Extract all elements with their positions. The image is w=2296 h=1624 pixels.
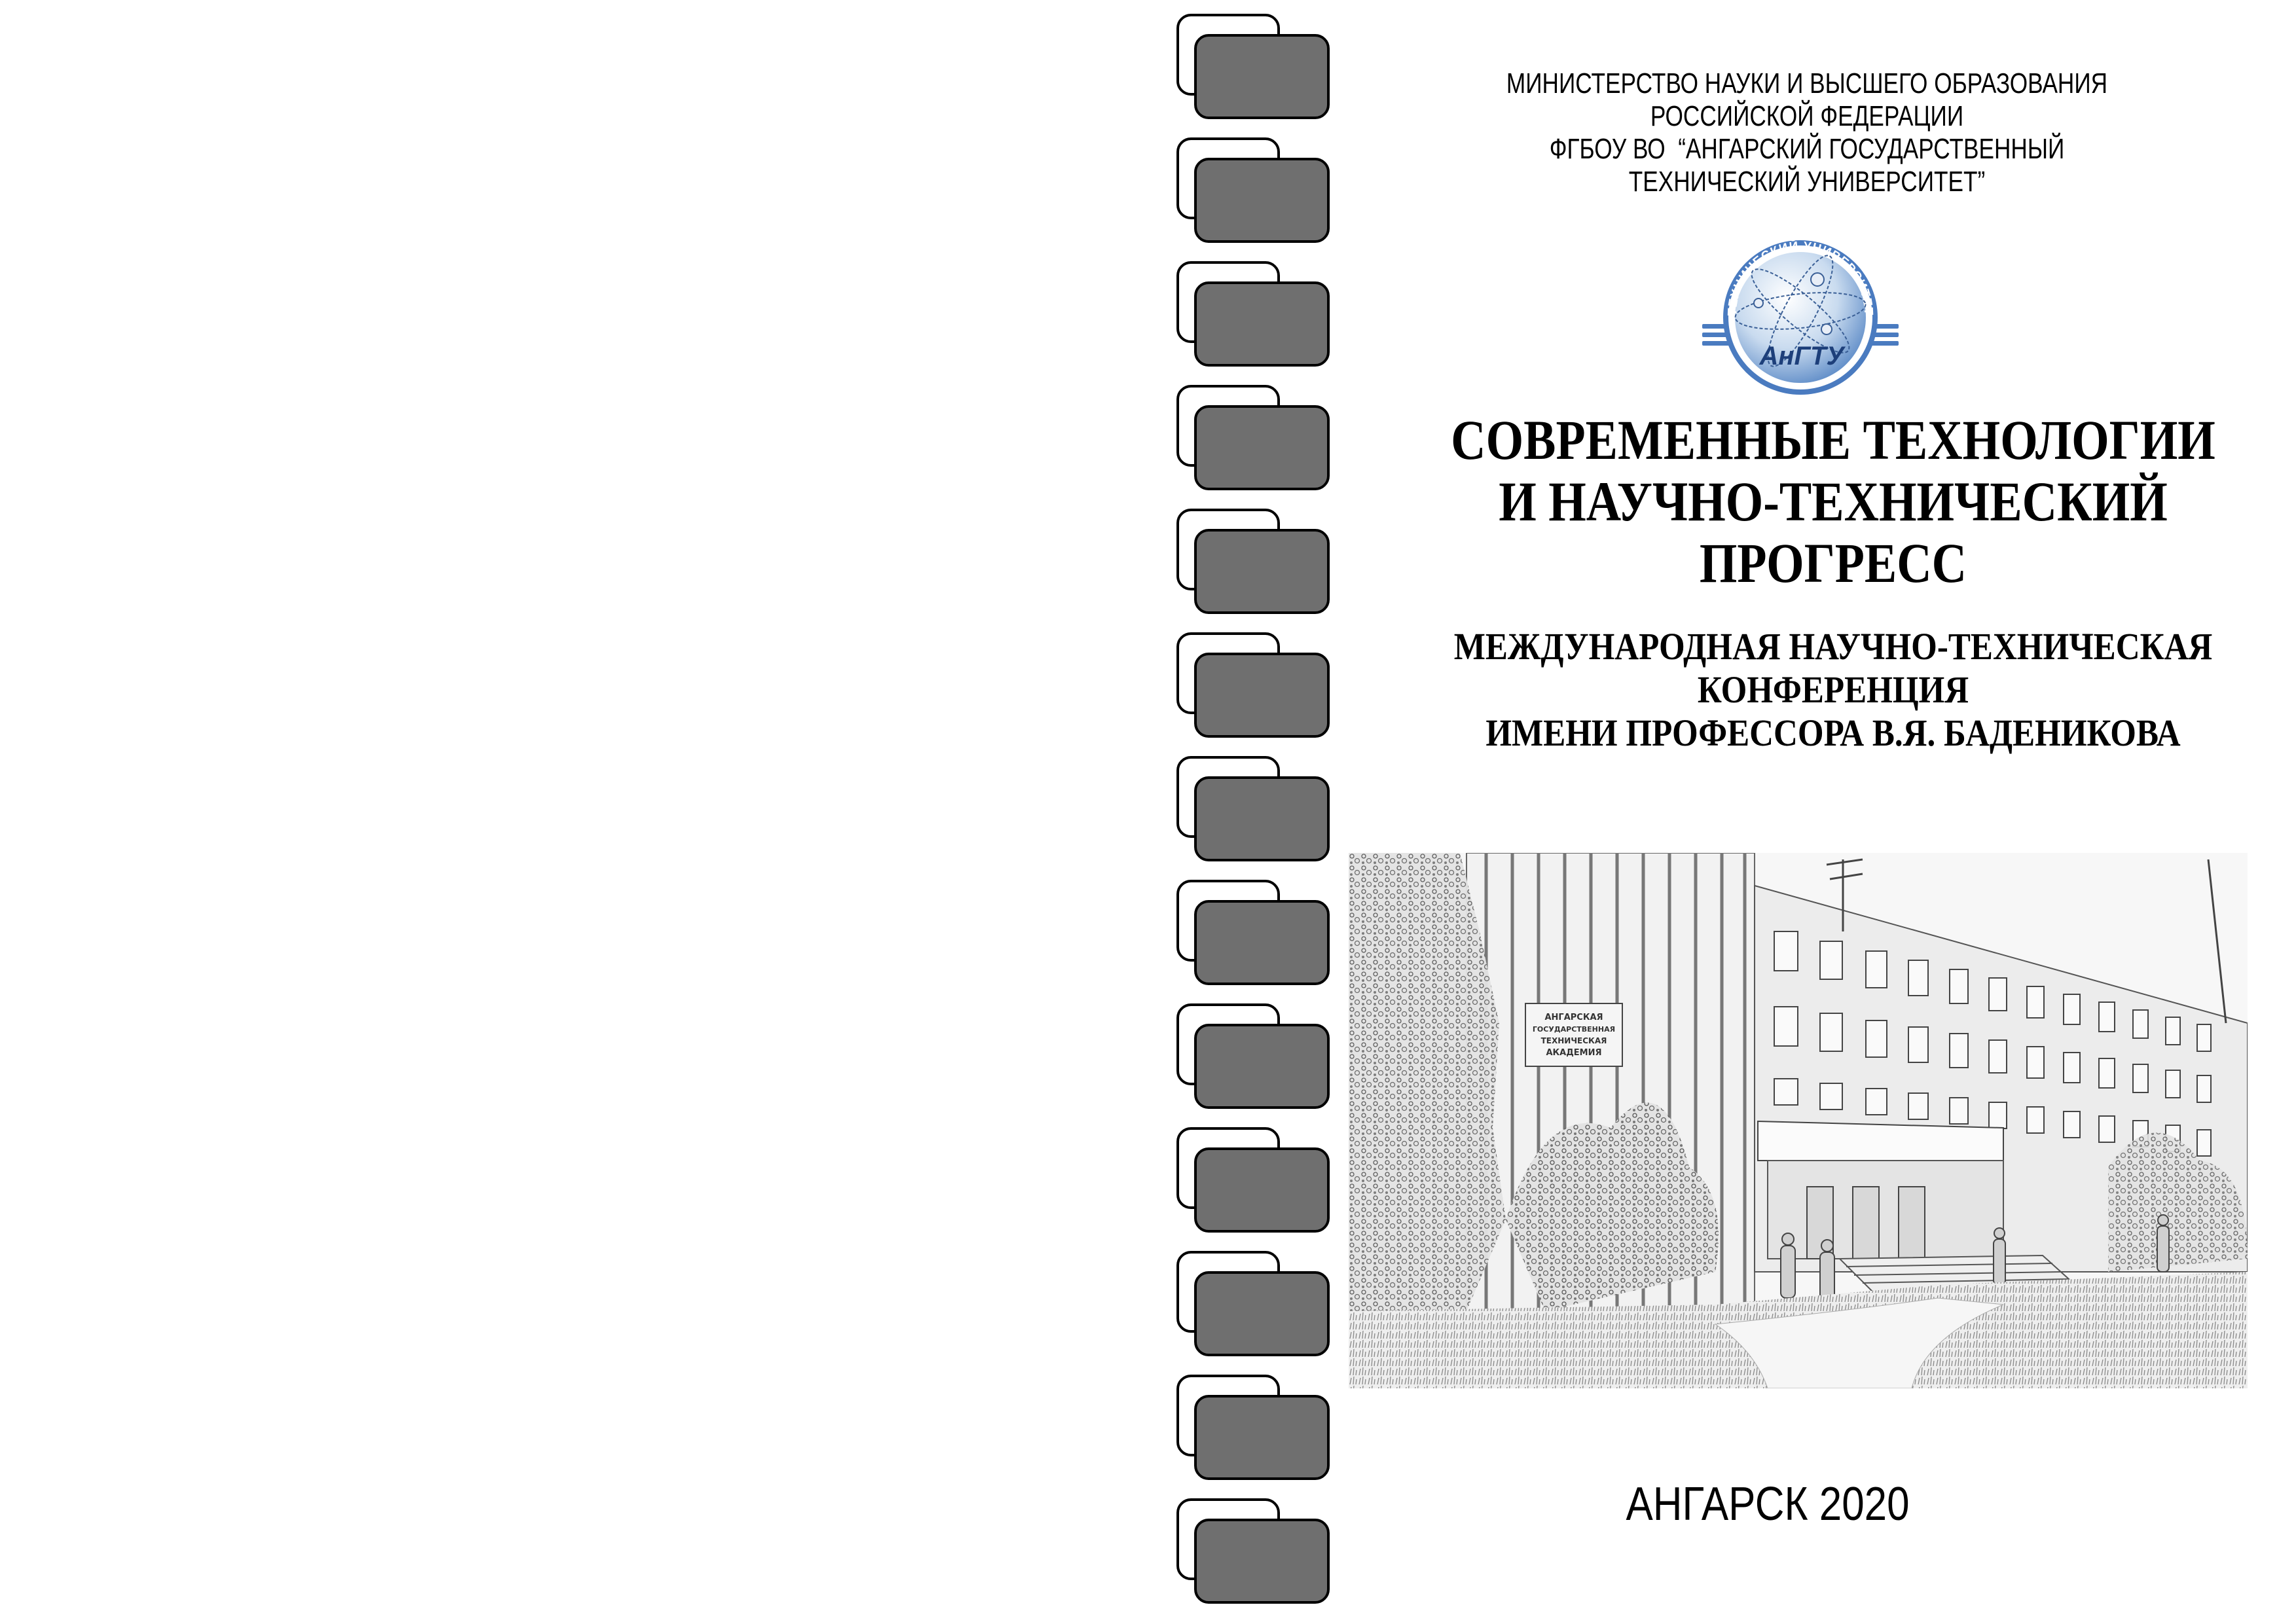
svg-text:АНГАРСКАЯ: АНГАРСКАЯ	[1544, 1013, 1603, 1022]
svg-text:ГОСУДАРСТВЕННАЯ: ГОСУДАРСТВЕННАЯ	[1532, 1025, 1616, 1034]
svg-text:АнГТУ: АнГТУ	[1759, 342, 1844, 370]
title-line: ПРОГРЕСС	[1699, 532, 1967, 594]
svg-text:АКАДЕМИЯ: АКАДЕМИЯ	[1546, 1048, 1602, 1058]
spiral-ring	[1176, 385, 1330, 490]
ministry-header	[1503, 67, 2111, 198]
building-sign	[1525, 1003, 1622, 1066]
university-logo	[1696, 226, 1905, 403]
header-line: ФГБОУ ВО “АНГАРСКИЙ ГОСУДАРСТВЕННЫЙ	[1549, 133, 2065, 165]
atom-icon	[1696, 226, 1905, 403]
svg-text:ТЕХНИЧЕСКАЯ: ТЕХНИЧЕСКАЯ	[1540, 1036, 1607, 1045]
spiral-ring	[1176, 137, 1330, 242]
spiral-ring	[1176, 1003, 1330, 1108]
spiral-ring	[1176, 261, 1330, 366]
spiral-ring	[1176, 1498, 1330, 1603]
subtitle-line: КОНФЕРЕНЦИЯ	[1697, 668, 1969, 711]
spiral-ring	[1176, 880, 1330, 984]
book-title	[1417, 409, 2250, 594]
title-line: СОВРЕМЕННЫЕ ТЕХНОЛОГИИ	[1451, 408, 2215, 471]
spiral-ring	[1176, 632, 1330, 737]
header-line: МИНИСТЕРСТВО НАУКИ И ВЫСШЕГО ОБРАЗОВАНИЯ	[1506, 67, 2108, 99]
spiral-ring	[1176, 14, 1330, 118]
spiral-binding	[1165, 0, 1336, 1624]
spiral-ring	[1176, 756, 1330, 861]
spiral-ring	[1176, 1127, 1330, 1232]
spiral-ring	[1176, 1251, 1330, 1356]
title-line: И НАУЧНО-ТЕХНИЧЕСКИЙ	[1499, 470, 2168, 533]
spiral-ring	[1176, 1375, 1330, 1479]
subtitle-line: ИМЕНИ ПРОФЕССОРА В.Я. БАДЕНИКОВА	[1485, 712, 2181, 754]
header-line: РОССИЙСКОЙ ФЕДЕРАЦИИ	[1650, 100, 1964, 132]
svg-text:ТЕХНИЧЕСКИЙ УНИВЕРСИТЕТ: ТЕХНИЧЕСКИЙ УНИВЕРСИТЕТ	[1725, 239, 1876, 316]
city-year: АНГАРСК 2020	[1626, 1478, 1910, 1530]
conference-subtitle	[1395, 625, 2271, 755]
building-sketch-image	[1349, 853, 2248, 1388]
spiral-ring	[1176, 509, 1330, 613]
subtitle-line: МЕЖДУНАРОДНАЯ НАУЧНО-ТЕХНИЧЕСКАЯ	[1453, 625, 2213, 668]
header-line: ТЕХНИЧЕСКИЙ УНИВЕРСИТЕТ”	[1628, 166, 1986, 198]
